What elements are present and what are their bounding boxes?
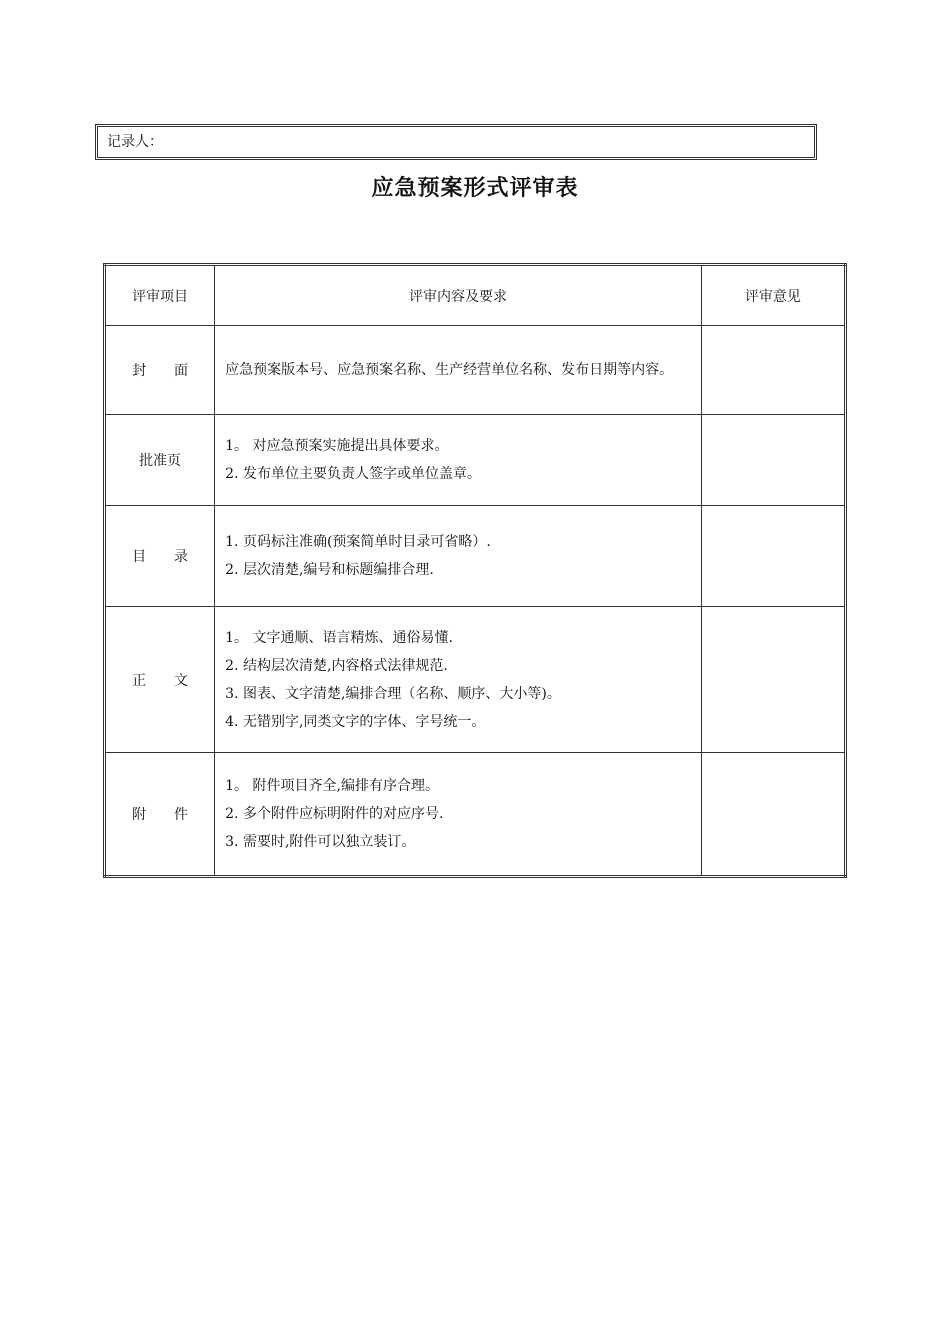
row-content xyxy=(215,753,702,877)
content-line: 4. 无错别字,同类文字的字体、字号统一。 xyxy=(225,713,486,730)
table-header-row xyxy=(105,265,846,326)
row-opinion xyxy=(701,607,845,753)
recorder-label: 记录人： xyxy=(107,134,163,150)
row-opinion xyxy=(701,506,845,607)
row-item-cover: 封 面 xyxy=(105,326,215,415)
content-line: 1. 页码标注准确(预案简单时目录可省略）. xyxy=(225,534,491,550)
table-row xyxy=(105,607,846,753)
row-content xyxy=(215,415,702,506)
content-line: 应急预案版本号、应急预案名称、生产经营单位名称、发布日期等内容。 xyxy=(225,362,674,378)
row-content xyxy=(215,607,702,753)
content-line: 1。 对应急预案实施提出具体要求。 xyxy=(225,438,449,454)
content-line: 3. 图表、文字清楚,编排合理（名称、顺序、大小等)。 xyxy=(225,685,561,702)
row-content xyxy=(215,326,702,415)
row-opinion xyxy=(701,753,845,877)
content-line: 3. 需要时,附件可以独立装订。 xyxy=(225,834,416,850)
row-opinion xyxy=(701,415,845,506)
content-line: 2. 发布单位主要负责人签字或单位盖章。 xyxy=(225,466,481,482)
content-line: 1。 附件项目齐全,编排有序合理。 xyxy=(225,778,439,794)
table-row xyxy=(105,753,846,877)
row-content xyxy=(215,506,702,607)
content-line: 2. 结构层次清楚,内容格式法律规范. xyxy=(225,657,448,674)
table-row xyxy=(105,326,846,415)
row-item-attachment: 附 件 xyxy=(105,753,215,877)
header-review-content: 评审内容及要求 xyxy=(215,265,702,326)
row-item-toc: 目 录 xyxy=(105,506,215,607)
table-row xyxy=(105,506,846,607)
table-row xyxy=(105,415,846,506)
review-table xyxy=(103,263,847,878)
row-opinion xyxy=(701,326,845,415)
row-item-body: 正 文 xyxy=(105,607,215,753)
recorder-field xyxy=(95,124,817,160)
header-review-opinion: 评审意见 xyxy=(701,265,845,326)
content-line: 2. 层次清楚,编号和标题编排合理. xyxy=(225,562,434,578)
row-item-approval: 批准页 xyxy=(105,415,215,506)
header-review-item: 评审项目 xyxy=(105,265,215,326)
page-title: 应急预案形式评审表 xyxy=(371,176,579,201)
content-line: 1。 文字通顺、语言精炼、通俗易懂. xyxy=(225,629,453,646)
content-line: 2. 多个附件应标明附件的对应序号. xyxy=(225,806,444,822)
